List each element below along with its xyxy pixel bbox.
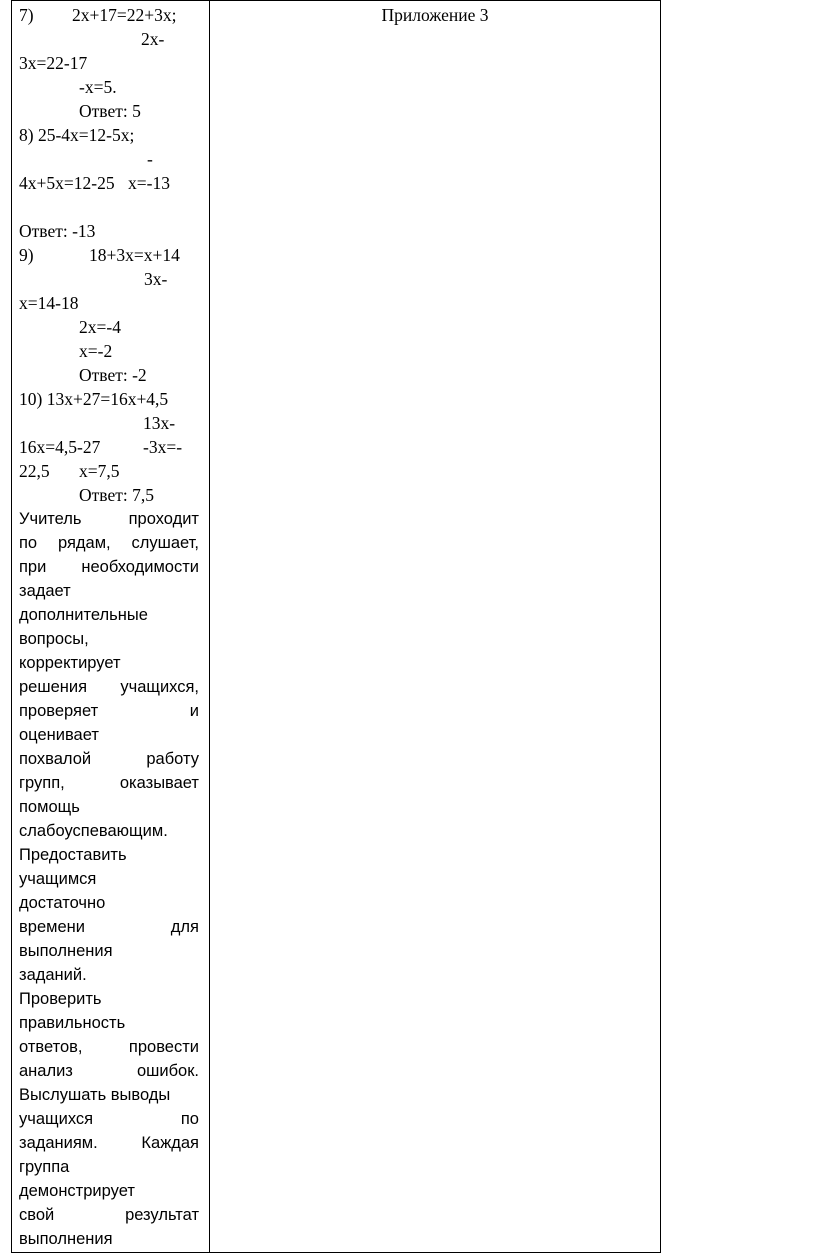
- ex9-line-4: 2x=-4: [79, 317, 121, 337]
- instr-line: заданий.: [19, 966, 87, 984]
- teacher-line: помощь: [19, 798, 80, 816]
- ex9-line-1: [19, 243, 199, 267]
- instr-line: [19, 1107, 199, 1131]
- instr-line: [19, 1059, 199, 1083]
- word: учащихся: [19, 1110, 94, 1128]
- word: результат: [125, 1206, 199, 1224]
- instr-line: [19, 1035, 199, 1059]
- ex8-line-3-b: x=-13: [128, 173, 170, 193]
- ex7-answer: Ответ: 5: [79, 101, 141, 121]
- teacher-line: [19, 531, 199, 555]
- teacher-line: оценивает: [19, 726, 99, 744]
- teacher-line: дополнительные: [19, 606, 148, 624]
- word: ответов,: [19, 1038, 83, 1056]
- ex9-line-2: 3x-: [144, 269, 168, 289]
- spacer: [19, 195, 199, 219]
- teacher-line: корректирует: [19, 654, 121, 672]
- ex8-answer: Ответ: -13: [19, 221, 96, 241]
- column-divider: [209, 1, 210, 1252]
- teacher-paragraph: [19, 507, 199, 843]
- instr-line: правильность: [19, 1014, 126, 1032]
- instr-line: достаточно: [19, 894, 106, 912]
- word: групп,: [19, 774, 65, 792]
- ex8-line-3: [19, 171, 199, 195]
- instr-line: [19, 1203, 199, 1227]
- ex10-line-3-b: -3x=-: [143, 437, 183, 457]
- teacher-line: [19, 747, 199, 771]
- right-column: [210, 3, 660, 27]
- teacher-line: [19, 771, 199, 795]
- teacher-line: [19, 507, 199, 531]
- ex10-answer: Ответ: 7,5: [79, 485, 154, 505]
- ex9-number: 9): [19, 245, 34, 265]
- word: Каждая: [141, 1134, 199, 1152]
- word: свой: [19, 1206, 55, 1224]
- ex7-number: 7): [19, 5, 34, 25]
- instr-line: учащимся: [19, 870, 97, 888]
- teacher-line: [19, 699, 199, 723]
- word: необходимости: [81, 558, 199, 576]
- word: проходит: [128, 510, 199, 528]
- instr-line: [19, 915, 199, 939]
- instr-line: Проверить: [19, 990, 102, 1008]
- ex7-line-2: 2x-: [141, 29, 165, 49]
- instr-line: выполнения: [19, 1230, 113, 1248]
- word: заданиям.: [19, 1134, 98, 1152]
- teacher-line: [19, 555, 199, 579]
- ex7-line-3: 3x=22-17: [19, 53, 88, 73]
- word: учащихся,: [120, 678, 199, 696]
- ex8-line-2: -: [147, 149, 153, 169]
- ex10-line-4: [19, 459, 199, 483]
- instr-line: демонстрирует: [19, 1182, 135, 1200]
- word: слушает,: [131, 534, 199, 552]
- ex7-line-4: -x=5.: [79, 77, 117, 97]
- ex10-line-4-a: 22,5: [19, 461, 50, 481]
- word: похвалой: [19, 750, 92, 768]
- ex10-line-2: 13x-: [143, 413, 176, 433]
- ex9-line-3: x=14-18: [19, 293, 79, 313]
- instr-line: выполнения: [19, 942, 113, 960]
- word: рядам,: [57, 534, 111, 552]
- word: времени: [19, 918, 85, 936]
- ex10-line-4-b: x=7,5: [79, 461, 120, 481]
- word: по: [180, 1110, 199, 1128]
- ex9-line-5: x=-2: [79, 341, 113, 361]
- word: проверяет: [19, 702, 99, 720]
- word: и: [189, 702, 199, 720]
- word: анализ: [19, 1062, 73, 1080]
- word: при: [19, 558, 47, 576]
- ex10-line-3-a: 16x=4,5-27: [19, 437, 101, 457]
- word: ошибок.: [136, 1062, 199, 1080]
- left-column: [19, 3, 199, 1251]
- ex9-answer: Ответ: -2: [79, 365, 147, 385]
- word: для: [170, 918, 199, 936]
- ex8-line-3-a: 4x+5x=12-25: [19, 173, 115, 193]
- instr-line: Предоставить: [19, 846, 127, 864]
- word: оказывает: [119, 774, 199, 792]
- teacher-line: вопросы,: [19, 630, 89, 648]
- instr-line: Выслушать выводы: [19, 1086, 171, 1104]
- instr-line: [19, 1131, 199, 1155]
- ex9-equation: 18+3x=x+14: [89, 245, 180, 265]
- document-table: [11, 0, 661, 1253]
- teacher-line: задает: [19, 582, 71, 600]
- ex10-line-3: [19, 435, 199, 459]
- word: работу: [146, 750, 199, 768]
- word: по: [19, 534, 38, 552]
- ex8-line-1: 8) 25-4x=12-5x;: [19, 125, 135, 145]
- teacher-line: слабоуспевающим.: [19, 822, 168, 840]
- teacher-line: [19, 675, 199, 699]
- ex7-equation: 2x+17=22+3x;: [72, 5, 177, 25]
- word: решения: [19, 678, 88, 696]
- instructions-paragraph: [19, 843, 199, 1251]
- word: провести: [128, 1038, 199, 1056]
- ex10-line-1: 10) 13x+27=16x+4,5: [19, 389, 169, 409]
- appendix-heading: Приложение 3: [381, 5, 489, 25]
- instr-line: группа: [19, 1158, 70, 1176]
- word: Учитель: [19, 510, 82, 528]
- ex7-line-1: [19, 3, 199, 27]
